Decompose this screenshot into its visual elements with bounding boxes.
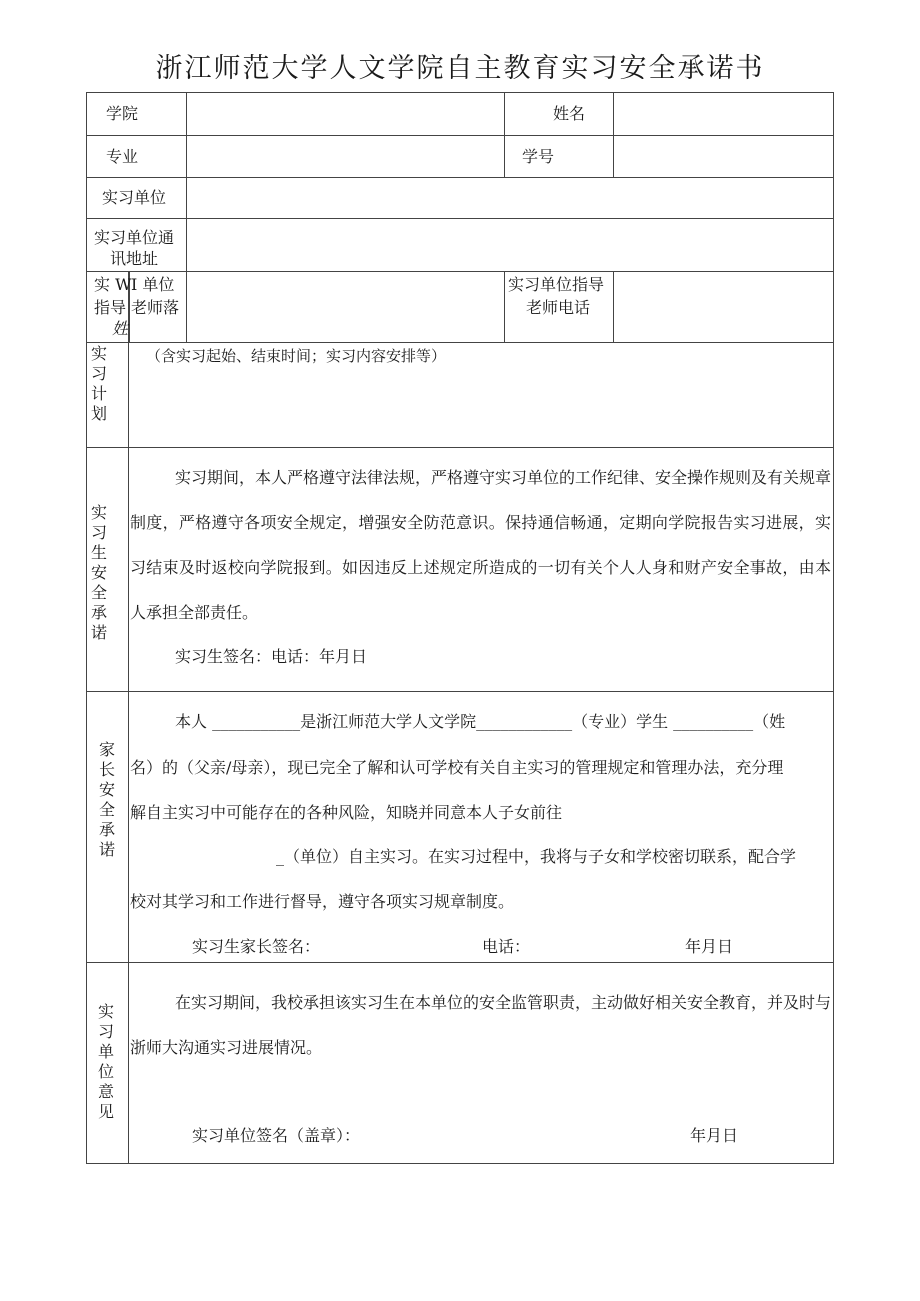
college-label: 学院 [106, 104, 139, 123]
unit-signature-label: 实习单位签名（盖章）： [192, 1126, 361, 1145]
section-label-char: 实 [90, 503, 107, 522]
college-field[interactable] [187, 93, 503, 135]
major-label: 专业 [106, 147, 139, 166]
col-divider [504, 271, 505, 342]
name-field[interactable] [614, 93, 832, 135]
section-label-char: 家 [98, 740, 115, 759]
internship-unit-label: 实习单位 [102, 188, 167, 207]
section-label-char: 长 [98, 760, 115, 779]
supervisor-name-field[interactable] [187, 272, 503, 342]
plan-section-label [89, 344, 109, 424]
row-divider [86, 962, 834, 963]
parent-pledge-line1: 本人 ___________是浙江师范大学人文学院____________（专业）学生 __________（姓 [175, 712, 786, 731]
section-label-char: 承 [98, 820, 115, 839]
section-label-char: 实 [90, 344, 107, 363]
parent-pledge-line5: 校对其学习和工作进行督导，遵守各项实习规章制度。 [130, 892, 515, 911]
row-divider [86, 691, 834, 692]
student-signature-line: 实习生签名：电话：年月日 [175, 647, 368, 666]
parent-pledge-section-label [97, 740, 117, 860]
supervisor-label-e: 老师落 [131, 298, 180, 317]
section-label-char: 安 [90, 563, 107, 582]
section-label-char: 计 [90, 384, 107, 403]
unit-address-field[interactable] [187, 219, 832, 271]
unit-address-label-line2: 讯地址 [110, 249, 159, 268]
supervisor-phone-label-line1: 实习单位指导 [508, 275, 605, 294]
section-label-char: 全 [90, 583, 107, 602]
section-label-char: 习 [97, 1022, 114, 1041]
section-label-char: 实 [97, 1002, 114, 1021]
section-label-char: 诺 [90, 623, 107, 642]
section-label-char: 诺 [98, 840, 115, 859]
parent-pledge-line3: 解自主实习中可能存在的各种风险，知晓并同意本人子女前往 [130, 803, 563, 822]
section-label-char: 见 [97, 1102, 114, 1121]
unit-date-label: 年月日 [690, 1126, 739, 1145]
row-divider [86, 447, 834, 448]
section-label-char: 单 [97, 1042, 114, 1061]
parent-pledge-line2: 名）的（父亲/母亲），现已完全了解和认可学校有关自主实习的管理规定和管理办法，充分理 [130, 758, 784, 777]
internship-unit-field[interactable] [187, 178, 832, 218]
supervisor-phone-field[interactable] [614, 272, 832, 342]
unit-address-label-line1: 实习单位通 [94, 228, 175, 247]
section-label-char: 习 [90, 523, 107, 542]
supervisor-label-a: 实 W [94, 275, 132, 294]
unit-opinion-text: 在实习期间，我校承担该实习生在本单位的安全监管职责，主动做好相关安全教育，并及时与浙师大沟通实习进展情况。 [130, 993, 832, 1057]
row-divider [86, 342, 834, 343]
document-title: 浙江师范大学人文学院自主教育实习安全承诺书 [155, 53, 765, 84]
student-id-field[interactable] [614, 136, 832, 177]
student-pledge-text: 实习期间，本人严格遵守法律法规，严格遵守实习单位的工作纪律、安全操作规则及有关规章制度，严格遵守各项安全规定，增强安全防范意识。保持通信畅通，定期向学院报告实习进展，实习结束及时返校向学院报到。如因违反上述规定所造成的一切有关个人人身和财产安全事故，由本人承担全部责任。 [130, 468, 832, 622]
student-pledge-section-label [89, 503, 109, 643]
section-label-char: 全 [98, 800, 115, 819]
student-id-label: 学号 [522, 147, 555, 166]
table-border-right [833, 92, 834, 1163]
section-label-char: 位 [97, 1062, 114, 1081]
supervisor-phone-label-line2: 老师电话 [526, 298, 591, 317]
parent-pledge-line4: _（单位）自主实习。在实习过程中，我将与子女和学校密切联系，配合学 [276, 847, 797, 866]
plan-hint: （含实习起始、结束时间；实习内容安排等） [146, 347, 447, 365]
parent-phone-label: 电话： [482, 937, 531, 956]
supervisor-label-b: 指导 [94, 298, 127, 317]
table-border-bottom [86, 1163, 834, 1164]
supervisor-label-c: 姓 [112, 319, 129, 338]
section-label-char: 承 [90, 603, 107, 622]
name-label: 姓名 [553, 104, 586, 123]
plan-field[interactable] [129, 368, 832, 446]
section-label-char: 安 [98, 780, 115, 799]
col-divider [504, 92, 505, 177]
table-border-left [86, 92, 87, 1163]
section-label-divider [128, 342, 129, 1163]
parent-signature-label: 实习生家长签名： [192, 937, 321, 956]
supervisor-label-d: I 单位 [131, 275, 175, 294]
section-label-char: 习 [90, 364, 107, 383]
unit-opinion-section-label [96, 1002, 116, 1122]
section-label-char: 意 [97, 1082, 114, 1101]
section-label-char: 划 [90, 404, 107, 423]
parent-date-label: 年月日 [685, 937, 734, 956]
section-label-char: 生 [90, 543, 107, 562]
major-field[interactable] [187, 136, 503, 177]
